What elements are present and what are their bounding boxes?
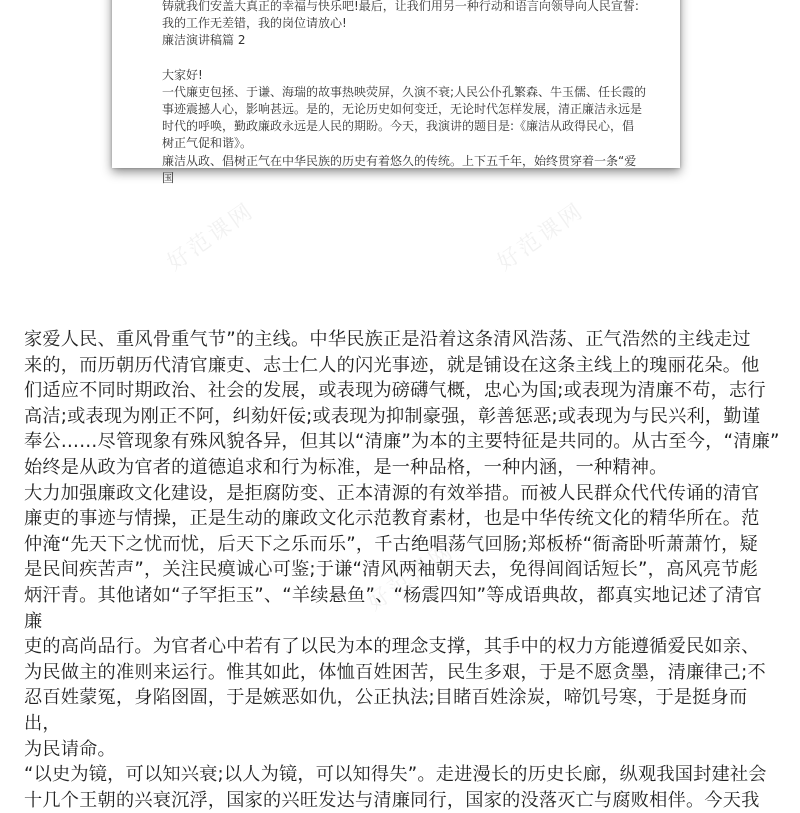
watermark: 好范课网: [163, 198, 260, 277]
body-line: 为民做主的准则来运行。惟其如此，体恤百姓困苦，民生多艰，于是不愿贪墨，清廉律己;不: [24, 661, 766, 683]
watermark: 好范课网: [493, 198, 590, 277]
document-body-text: [24, 327, 780, 813]
body-line: 炳汗青。其他诸如“子罕拒玉”、“羊续悬鱼”、“杨震四知”等成语典故，都真实地记述了清官廉: [24, 584, 763, 632]
body-line: 忍百姓蒙冤，身陷囹圄，于是嫉恶如仇，公正执法;目睹百姓涂炭，啼饥号寒，于是挺身而出，: [24, 687, 748, 734]
body-line: 高洁;或表现为刚正不阿，纠劾奸佞;或表现为抑制豪强，彰善惩恶;或表现为与民兴利，勤谨: [24, 405, 761, 427]
preview-line: 铸就我们安盖大真正的幸福与快乐吧!最后，让我们用另一种行动和语言向领导向人民宣誓:: [162, 0, 639, 13]
body-line: 十几个王朝的兴衰沉浮，国家的兴旺发达与清廉同行，国家的没落灭亡与腐败相伴。今天我: [24, 789, 760, 811]
preview-line: 事迹震撼人心，影响甚远。是的，无论历史如何变迁，无论时代怎样发展，清正廉洁永远是: [162, 102, 643, 117]
body-line: 始终是从政为官者的道德追求和行为标准，是一种品格，一种内涵，一种精神。: [24, 456, 668, 478]
body-line: 家爱人民、重风骨重气节”的主线。中华民族正是沿着这条清风浩荡、正气浩然的主线走过: [24, 329, 751, 350]
preview-line: 廉洁从政、倡树正气在中华民族的历史有着悠久的传统。上下五千年，始终贯穿着一条“爱国: [162, 153, 637, 185]
body-line: 奉公……尽管现象有殊风貌各异，但其以“清廉”为本的主要特征是共同的。从古至今，“清廉”: [24, 431, 780, 453]
body-line: 们适应不同时期政治、社会的发展，或表现为磅礴气概，忠心为国;或表现为清廉不苟，志行: [24, 380, 766, 402]
document-page-preview: [112, 0, 680, 185]
preview-line: 大家好!: [162, 67, 203, 82]
body-line: 为民请命。: [24, 738, 116, 760]
body-line: 大力加强廉政文化建设，是拒腐防变、正本清源的有效举措。而被人民群众代代传诵的清官: [24, 482, 760, 504]
preview-line: 树正气促和谐》。: [162, 136, 253, 151]
preview-line: 廉洁演讲稿篇 2: [162, 33, 246, 48]
body-line: 是民间疾苦声”，关注民瘼诚心可鉴;于谦“清风两袖朝天去，免得闾阎话短长”，高风亮节彪: [24, 559, 758, 581]
preview-line: 时代的呼唤，勤政廉政永远是人民的期盼。今天，我演讲的题目是:《廉洁从政得民心，倡: [162, 119, 635, 134]
preview-line: 一代廉吏包拯、于谦、海瑞的故事热映荧屏，久演不衰;人民公仆孔繁森、牛玉儒、任长霞的: [162, 84, 647, 99]
preview-text-block: [162, 0, 648, 187]
preview-line: 我的工作无差错，我的岗位请放心!: [162, 16, 347, 31]
body-line: 来的，而历朝历代清官廉吏、志士仁人的闪光事迹，就是铺设在这条主线上的瑰丽花朵。他: [24, 354, 760, 376]
body-line: 仲淹“先天下之忧而忧，后天下之乐而乐”，千古绝唱荡气回肠;郑板桥“衙斋卧听萧萧竹，疑: [24, 533, 758, 555]
body-line: 吏的高尚品行。为官者心中若有了以民为本的理念支撑，其手中的权力方能遵循爱民如亲、: [24, 636, 760, 658]
body-line: “以史为镜，可以知兴衰;以人为镜，可以知得失”。走进漫长的历史长廊，纵观我国封建社会: [24, 764, 767, 786]
preview-line: [162, 50, 648, 67]
body-line: 廉吏的事迹与情操，正是生动的廉政文化示范教育素材，也是中华传统文化的精华所在。范: [24, 508, 760, 530]
watermark: 好范课网: [363, 538, 460, 617]
